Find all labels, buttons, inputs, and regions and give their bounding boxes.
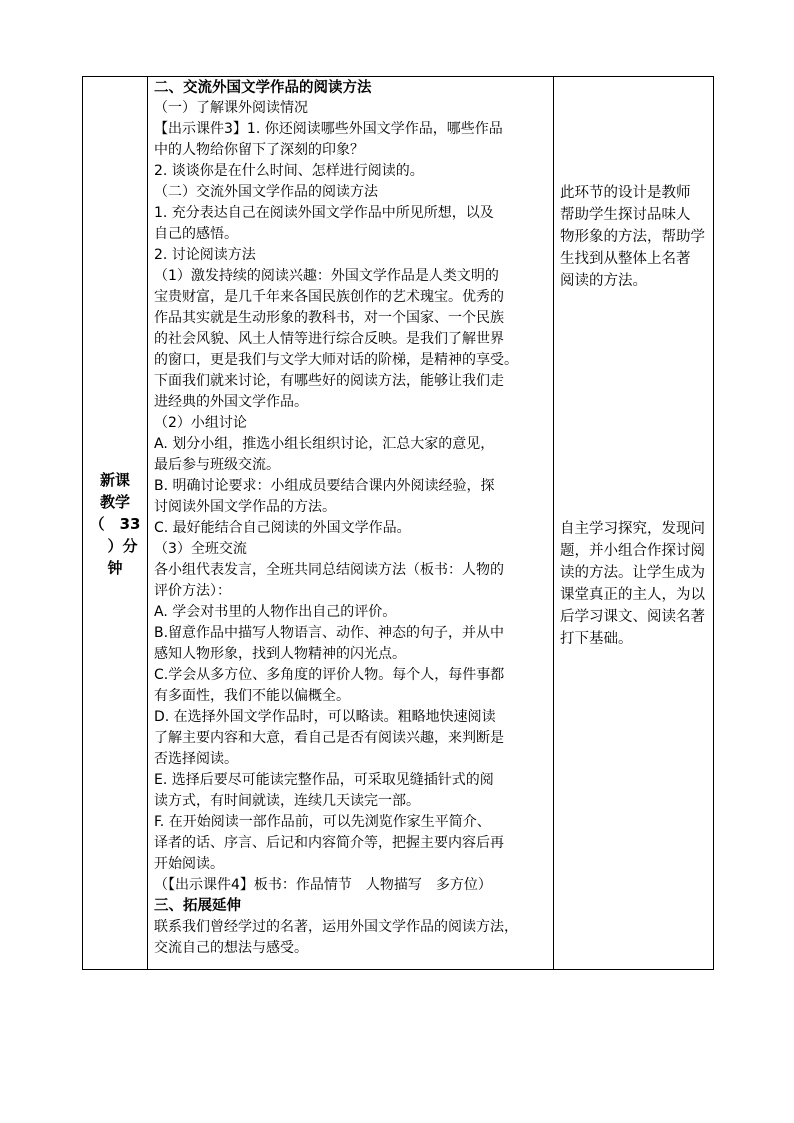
content-line: 有多面性，我们不能以偏概全。 [154,688,350,704]
content-line: 的窗口，更是我们与文学大师对话的阶梯，是精神的享受。 [154,352,518,368]
design-notes [554,77,713,969]
section-time-line3: 钟 [107,559,123,577]
content-line: C. 最好能结合自己阅读的外国文学作品。 [154,520,411,536]
content-line: B.留意作品中描写人物语言、动作、神态的句子，并从中 [154,625,505,641]
content-line: 下面我们就来讨论，有哪些好的阅读方法，能够让我们走 [154,373,504,389]
notes-cell [554,77,714,970]
section-time-line1: （ 33 [89,515,141,533]
content-line: 自己的感悟。 [154,226,238,242]
content-cell [148,77,554,970]
section-cell [83,77,148,970]
heading-section-two: 二、交流外国文学作品的阅读方法 [154,80,372,96]
content-line: E. 选择后要尽可能读完整作品，可采取见缝插针式的阅 [154,772,494,788]
section-label [83,469,147,579]
content-line: 讨阅读外国文学作品的方法。 [154,499,336,515]
lesson-plan-table [82,76,714,970]
note-line: 此环节的设计是教师 [560,185,691,201]
content-line: 否选择阅读。 [154,751,238,767]
note-line: 后学习课文、阅读名著 [560,609,705,625]
table-row [83,77,714,970]
content-line: A. 划分小组，推选小组长组织讨论，汇总大家的意见， [154,436,495,452]
content-line: 的社会风貌、风土人情等进行综合反映。是我们了解世界 [154,331,504,347]
content-line: 各小组代表发言，全班共同总结阅读方法（板书：人物的 [154,562,504,578]
note-line: 生找到从整体上名著 [560,251,691,267]
content-line: 评价方法）： [154,583,231,599]
content-line: 读方式，有时间就读，连续几天读完一部。 [154,793,420,809]
content-line: 最后参与班级交流。 [154,457,280,473]
content-line: 交流自己的想法与感受。 [154,940,308,956]
subheading: （2）小组讨论 [154,415,247,431]
subheading: （二）交流外国文学作品的阅读方法 [154,184,378,200]
content-line: 1. 充分表达自己在阅读外国文学作品中所见所想，以及 [154,205,494,221]
subheading: （3）全班交流 [154,541,247,557]
note-line: 帮助学生探讨品味人 [560,207,691,223]
note-line: 读的方法。让学生成为 [560,565,705,581]
note-line: 阅读的方法。 [560,273,647,289]
content-line: （1）激发持续的阅读兴趣：外国文学作品是人类文明的 [154,268,499,284]
note-line: 自主学习探究，发现问 [560,521,705,537]
content-line: 进经典的外国文学作品。 [154,394,308,410]
content-line: 开始阅读。 [154,856,224,872]
content-line: （【出示课件4】板书：作品情节 人物描写 多方位） [154,877,492,893]
content-line: 感知人物形象，找到人物精神的闪光点。 [154,646,406,662]
content-line: 【出示课件3】1. 你还阅读哪些外国文学作品，哪些作品 [154,121,503,137]
content-line: 2. 谈谈你是在什么时间、怎样进行阅读的。 [154,163,424,179]
heading-section-three: 三、拓展延伸 [154,898,241,914]
note-line: 题，并小组合作探讨阅 [560,543,705,559]
content-line: 中的人物给你留下了深刻的印象？ [154,142,364,158]
note-line: 物形象的方法，帮助学 [560,229,705,245]
note-line: 课堂真正的主人，为以 [560,587,705,603]
content-line: C.学会从多方位、多角度的评价人物。每个人，每件事都 [154,667,505,683]
content-line: 联系我们曾经学过的名著，运用外国文学作品的阅读方法， [154,919,518,935]
content-line: 译者的话、序言、后记和内容简介等，把握主要内容后再 [154,835,504,851]
section-title-line2: 教学 [99,493,130,511]
content-line: 宝贵财富，是几千年来各国民族创作的艺术瑰宝。优秀的 [154,289,504,305]
content-line: F. 在开始阅读一部作品前，可以先浏览作家生平简介、 [154,814,491,830]
section-title-line1: 新课 [99,471,130,489]
content-line: 作品其实就是生动形象的教科书，对一个国家、一个民族 [154,310,504,326]
section-time-line2: ）分 [92,537,138,555]
subheading: （一）了解课外阅读情况 [154,100,308,116]
content-line: 2. 讨论阅读方法 [154,247,256,263]
content-lines [148,77,553,969]
content-line: 了解主要内容和大意，看自己是否有阅读兴趣，来判断是 [154,730,504,746]
content-line: B. 明确讨论要求：小组成员要结合课内外阅读经验，探 [154,478,495,494]
note-line: 打下基础。 [560,631,633,647]
content-line: A. 学会对书里的人物作出自己的评价。 [154,604,397,620]
content-line: D. 在选择外国文学作品时，可以略读。粗略地快速阅读 [154,709,496,725]
